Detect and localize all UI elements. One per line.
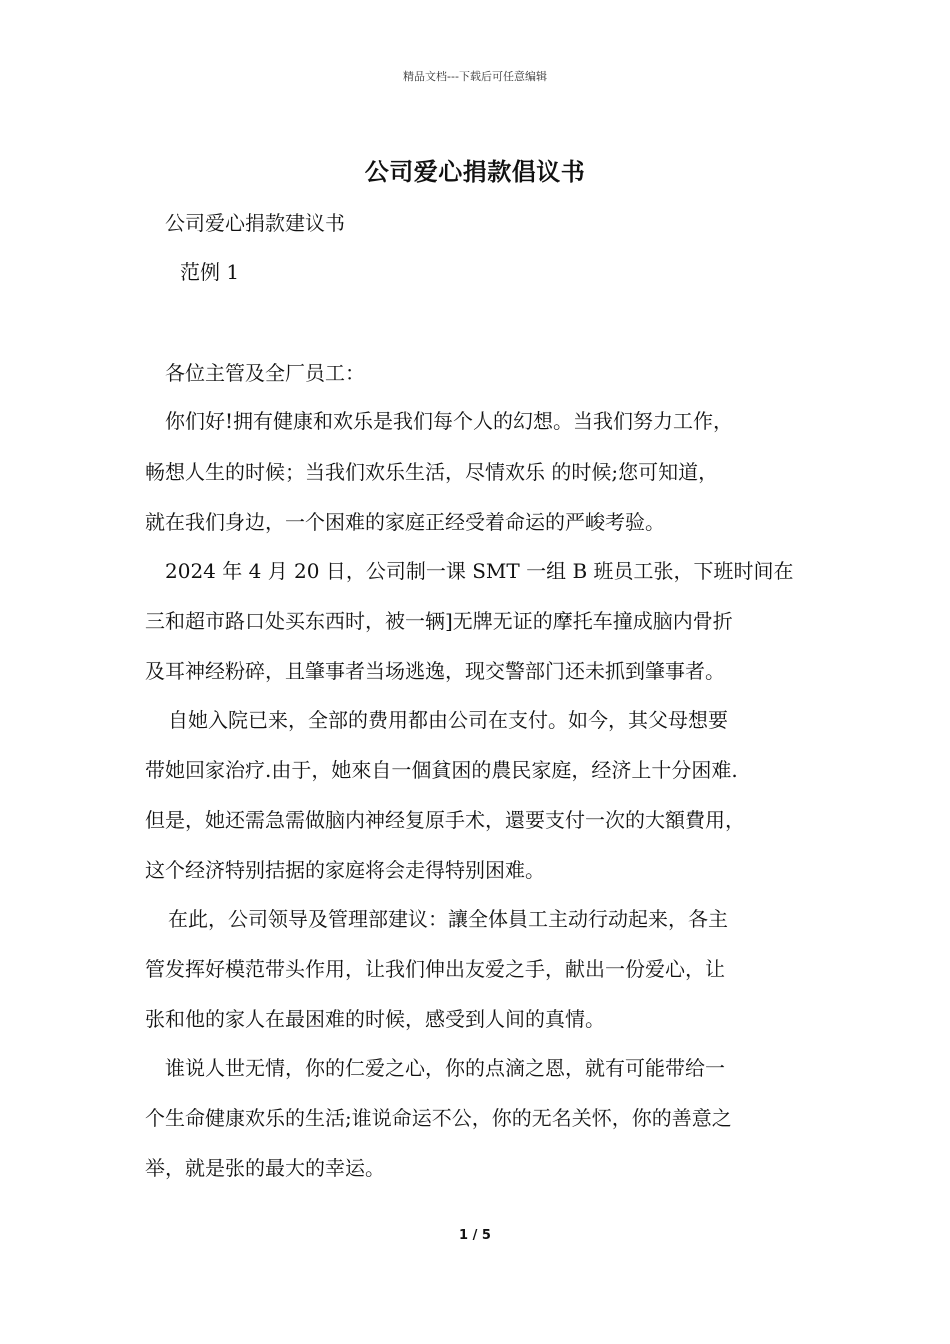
paragraph-line: 张和他的家人在最困难的时候，感受到人间的真情。 xyxy=(145,1007,605,1031)
paragraph-line: 管发挥好模范带头作用，让我们伸出友爱之手，献出一份爱心，让 xyxy=(145,957,725,981)
document-title: 公司爱心捐款倡议书 xyxy=(364,157,586,186)
paragraph-line: 举，就是张的最大的幸运。 xyxy=(145,1156,385,1180)
paragraph-line: 自她入院已来，全部的费用都由公司在支付。如今，其父母想要 xyxy=(168,708,728,732)
salutation: 各位主管及全厂员工： xyxy=(165,361,365,385)
paragraph-line: 但是，她还需急需做脑内神经复原手术，還要支付一次的大額費用， xyxy=(145,808,745,832)
paragraph-line: 谁说人世无情，你的仁爱之心，你的点滴之恩，就有可能带给一 xyxy=(165,1056,725,1080)
example-label: 范例 1 xyxy=(180,260,240,284)
paragraph-line: 及耳神经粉碎，且肇事者当场逃逸，现交警部门还未抓到肇事者。 xyxy=(145,659,725,683)
paragraph-line: 就在我们身边，一个困难的家庭正经受着命运的严峻考验。 xyxy=(145,510,665,534)
paragraph-line: 三和超市路口处买东西时，被一辆]无牌无证的摩托车撞成脑内骨折 xyxy=(145,609,733,633)
header-note: 精品文档---下载后可任意编辑 xyxy=(403,70,547,83)
document-subtitle: 公司爱心捐款建议书 xyxy=(165,211,345,235)
paragraph-line: 带她回家治疗.由于，她來自一個貧困的農民家庭，经济上十分困难. xyxy=(145,758,738,782)
page-number: 1 / 5 xyxy=(459,1228,491,1243)
paragraph-line: 畅想人生的时候；当我们欢乐生活，尽情欢乐 的时候;您可知道， xyxy=(145,460,719,484)
paragraph-line: 个生命健康欢乐的生活;谁说命运不公，你的无名关怀，你的善意之 xyxy=(145,1106,732,1130)
paragraph-line: 你们好!拥有健康和欢乐是我们每个人的幻想。当我们努力工作， xyxy=(165,409,734,433)
paragraph-line: 2024 年 4 月 20 日，公司制一课 SMT 一组 B 班员工张，下班时间在 xyxy=(165,559,794,583)
paragraph-line: 在此，公司领导及管理部建议：讓全体員工主动行动起来，各主 xyxy=(168,907,728,931)
paragraph-line: 这个经济特别拮据的家庭将会走得特别困难。 xyxy=(145,858,545,882)
